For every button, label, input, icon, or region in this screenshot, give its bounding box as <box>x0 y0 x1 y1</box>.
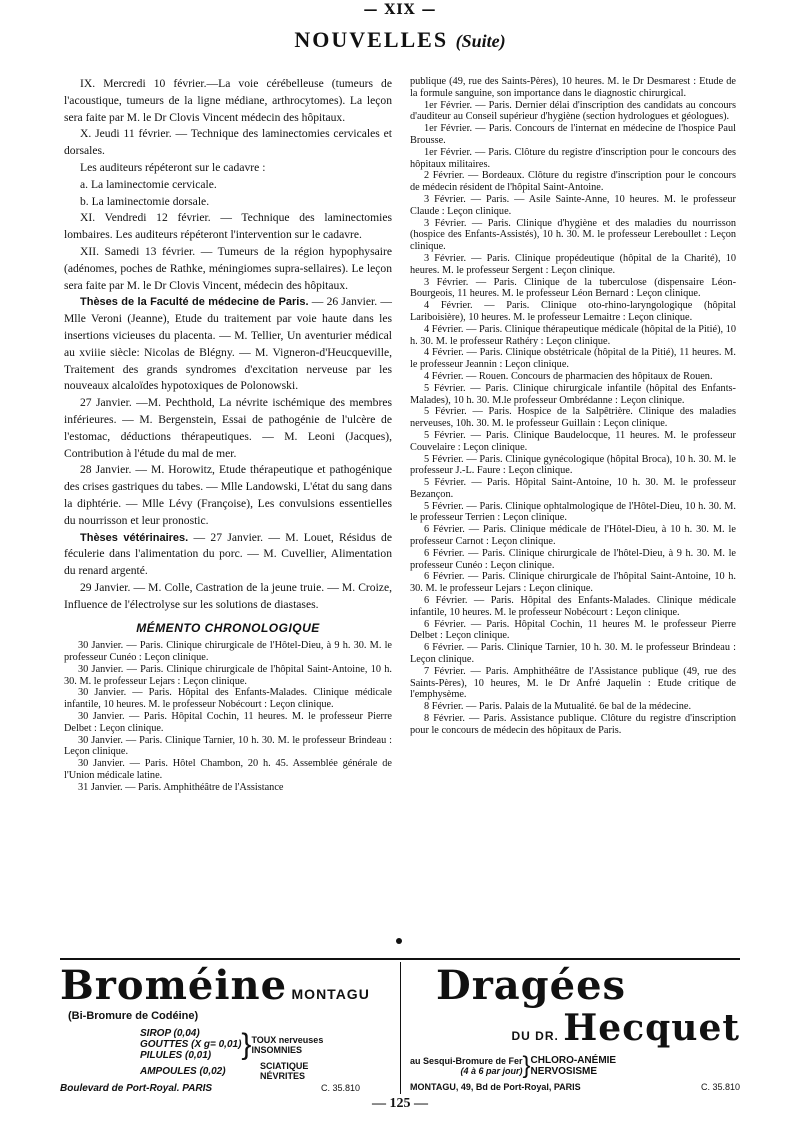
brace-icon: } <box>522 1052 531 1079</box>
ad-dragees-dose <box>410 1056 523 1076</box>
ad-bromeine-indications <box>251 1035 323 1055</box>
theses-medecine-heading: Thèses de la Faculté de médecine de Paris. <box>80 296 309 309</box>
page-number: — 125 — <box>372 1096 428 1111</box>
memento-item: 6 Février. — Paris. Clinique chirurgicale de l'hôtel-Dieu, à 9 h. 30. M. le professeur Cunéo : Leçon clinique. <box>410 547 736 571</box>
memento-list <box>64 640 392 793</box>
memento-item: 5 Février. — Paris. Clinique Baudelocque, 11 heures. M. le professeur Couvelaire : Leçon clinique. <box>410 429 736 453</box>
ad-dragees-line: (4 à 6 par jour) <box>460 1066 523 1076</box>
ad-dragees-reg: C. 35.810 <box>700 1082 740 1092</box>
theses-medecine-first <box>64 294 392 395</box>
ad-bromeine-ampoules-row <box>140 1061 395 1081</box>
memento-item: 30 Janvier. — Paris. Hôpital Cochin, 11 heures. M. le professeur Pierre Delbet : Leçon clinique. <box>64 711 392 734</box>
memento-item: 30 Janvier. — Paris. Clinique Tarnier, 10 h. 30. M. le professeur Brindeau : Leçon clinique. <box>64 734 392 758</box>
theses-veterinaires-heading: Thèses vétérinaires. <box>80 531 189 544</box>
memento-item: 8 Février. — Paris. Assistance publique. Clôture du registre d'inscription pour le concours de médecin des hôpitaux de Paris. <box>410 713 736 736</box>
memento-item: 1er Février. — Paris. Dernier délai d'inscription des candidats au concours d'auditeur au Conseil supérieur d'hygiène (section hydrologues et géologues). <box>410 99 736 123</box>
memento-item: 5 Février. — Paris. Clinique ophtalmologique de l'Hôtel-Dieu, 10 h. 30. M. le professeur Terrien : Leçon clinique. <box>410 500 736 524</box>
memento-item: 3 Février. — Paris. Clinique de la tuberculose (dispensaire Léon-Bourgeois, 11 heures. M. le professeur Léon Bernard : Leçon clinique. <box>410 276 736 300</box>
memento-item: 30 Janvier. — Paris. Clinique chirurgicale de l'Hôtel-Dieu, à 9 h. 30. M. le professeur Cunéo : Leçon clinique. <box>64 640 392 664</box>
ad-dragees-address: MONTAGU, 49, Bd de Port-Royal, PARIS <box>410 1082 581 1092</box>
memento-item: 3 Février. — Paris. — Asile Sainte-Anne, 10 heures. M. le professeur Claude : Leçon clinique. <box>410 193 736 217</box>
ad-dragees-details <box>410 1052 740 1080</box>
memento-title: MÉMENTO CHRONOLOGIQUE <box>136 620 320 635</box>
memento-item: 3 Février. — Paris. Clinique d'hygiène et des maladies du nourrisson (hospice des Enfants-Assistés), 10 h. 30. M. le professeur Lereboullet : Leçon clinique. <box>410 217 736 253</box>
ad-bromeine-indication: SCIATIQUE <box>260 1061 309 1071</box>
memento-item: 30 Janvier. — Paris. Hôtel Chambon, 20 h. 45. Assemblée générale de l'Union médicale latine. <box>64 758 392 782</box>
ad-dragees <box>410 964 740 1099</box>
memento-item: 1er Février. — Paris. Concours de l'internat en médecine de l'hospice Paul Brousse. <box>410 123 736 146</box>
memento-item: 4 Février. — Paris. Clinique oto-rhino-laryngologique (hôpital Lariboisière), 10 heures. M. le professeur Lemaitre : Leçon clinique. <box>410 300 736 323</box>
ad-bromeine-indication: INSOMNIES <box>251 1044 302 1055</box>
memento-item: 1er Février. — Paris. Clôture du registre d'inscription pour le concours des hôpitaux militaires. <box>410 146 736 170</box>
memento-item: 8 Février. — Paris. Palais de la Mutualité. 6e bal de la médecine. <box>424 701 692 713</box>
memento-item: 6 Février. — Paris. Clinique médicale de l'Hôtel-Dieu, à 10 h. 30. M. le professeur Carnot : Leçon clinique. <box>410 524 736 548</box>
memento-item: 5 Février. — Paris. Hôpital Saint-Antoine, 10 h. 30. M. le professeur Bezançon. <box>410 477 736 500</box>
memento-item: 2 Février. — Bordeaux. Clôture du registre d'inscription pour le concours de médecin résident de l'hôpital Saint-Antoine. <box>410 170 736 194</box>
memento-item: 5 Février. — Paris. Hospice de la Salpêtrière. Clinique des maladies nerveuses, 10h. 30. M. le professeur Guillain : Leçon clinique. <box>410 406 736 430</box>
ad-bromeine-brand-row <box>60 964 395 1008</box>
memento-item: 4 Février. — Paris. Clinique thérapeutique médicale (hôpital de la Pitié), 10 h. 30. M. le professeur Rathéry : Leçon clinique. <box>410 323 736 347</box>
memento-item: 6 Février. — Paris. Hôpital Cochin, 11 heures M. le professeur Pierre Delbet : Leçon clinique. <box>410 618 736 642</box>
course-item: b. La laminectomie dorsale. <box>80 194 210 208</box>
memento-item: 6 Février. — Paris. Hôpital des Enfants-Malades. Clinique médicale infantile, 10 heures. M. le professeur Nobécourt : Leçon clinique. <box>410 595 736 618</box>
course-item: XII. Samedi 13 février. — Tumeurs de la région hypophysaire (adénomes, poches de Rathke, méningiomes supra-sellaires). Le leçon sera faite par M. le Dr Clovis Vincent, médecin des hôpitaux. <box>64 244 392 292</box>
memento-item: 6 Février. — Paris. Clinique chirurgicale de l'hôpital Saint-Antoine, 10 h. 30. M. le professeur Lejars : Leçon clinique. <box>410 571 736 595</box>
ad-dragees-maker-row <box>410 1006 740 1050</box>
memento-item: 30 Janvier. — Paris. Hôpital des Enfants-Malades. Clinique médicale infantile, 10 heures. M. le professeur Nobécourt : Leçon clinique. <box>64 687 392 711</box>
course-item: IX. Mercredi 10 février.—La voie cérébelleuse (tumeurs de l'acoustique, tumeurs de la ligne médiane, arthrocytomes). La leçon sera faite par M. le Dr Clovis Vincent médecin des hôpitaux. <box>64 77 392 124</box>
memento-item: 30 Janvier. — Paris. Clinique chirurgicale de l'hôpital Saint-Antoine, 10 h. 30. M. le professeur Lejars : Leçon clinique. <box>64 663 392 687</box>
memento-item: 7 Février. — Paris. Amphithéâtre de l'Assistance publique (49, rue des Saints-Pères), 10 heures, M. le Dr Anfré Jaquelin : Etude critique de l'emphysème. <box>410 665 736 701</box>
ad-dragees-brand2: Hecquet <box>563 1007 740 1049</box>
ad-bromeine-form: PILULES (0,01) <box>140 1050 212 1061</box>
ad-bromeine-form: GOUTTES (X g= 0,01) <box>140 1039 242 1050</box>
theses-medecine-text: — 26 Janvier. — Mlle Veroni (Jeanne), Etude du traitement par voie haute dans les insertions vicieuses du placenta. — M. Tellier, Un aventurier médical au xviiie siècle: Nicolas de Blégny. — M. Vigneron-d'Heucqueville, Traitement des grands syndromes d'excitation nerveuse par les nouveaux alcaloïdes hypotoxiques de Polonowski. <box>64 295 392 393</box>
memento-item: 4 Février. — Paris. Clinique obstétricale (hôpital de la Pitié), 11 heures. M. le professeur Jeannin : Leçon clinique. <box>410 347 736 371</box>
ad-bromeine-indications-2 <box>260 1061 308 1081</box>
horizontal-rule <box>60 958 740 960</box>
ad-bromeine-form: SIROP (0,04) <box>140 1028 200 1039</box>
ad-dragees-indications <box>531 1055 617 1077</box>
ad-bromeine-brand: Broméine <box>60 962 288 1009</box>
ad-bromeine-maker: MONTAGU <box>291 986 370 1002</box>
ad-dragees-footer <box>410 1082 740 1092</box>
ad-divider <box>400 962 401 1094</box>
ad-bromeine-forms-block <box>140 1028 395 1061</box>
brace-icon: } <box>241 1027 252 1061</box>
page-roman-number: — XIX — <box>363 2 437 18</box>
memento-item: 5 Février. — Paris. Clinique gynécologique (hôpital Broca), 10 h. 30. M. le professeur J.-L. Faure : Leçon clinique. <box>410 453 736 477</box>
theses-veterinaires-first <box>64 530 392 580</box>
memento-item: 4 Février. — Rouen. Concours de pharmacien des hôpitaux de Rouen. <box>424 370 713 382</box>
bullet-dot <box>396 938 402 944</box>
ad-bromeine-ampoules: AMPOULES (0,02) <box>140 1065 226 1077</box>
section-title: NOUVELLES <box>294 27 449 52</box>
theses-medecine-item: 27 Janvier. —M. Pechthold, La névrite ischémique des membres inférieures. — M. Bergenstein, Essai de pathogénie de l'ulcère de l'estomac, déductions thérapeutiques. — M. Leoni (Jacques), Contribution à l'étude du mal de mer. <box>64 396 392 460</box>
section-title-suffix: (Suite) <box>455 31 506 51</box>
theses-medecine-item: 28 Janvier. — M. Horowitz, Etude thérapeutique et pathogénique des crises gastriques du tabes. — Mlle Landowski, L'état du sang dans la diphtérie. — Mlle Lévy (Françoise), Les convulsions essentielles du nourrisson et leur pronostic. <box>64 463 392 527</box>
course-item: Les auditeurs répéteront sur le cadavre : <box>80 160 266 174</box>
left-column <box>64 76 392 794</box>
theses-veterinaires-item: 29 Janvier. — M. Colle, Castration de la jeune truie. — M. Croize, Influence de l'électrolyse sur les solutions de diastases. <box>64 580 392 611</box>
ad-dragees-line: au Sesqui-Bromure de Fer <box>410 1056 523 1066</box>
ad-bromeine-footer <box>60 1083 360 1094</box>
memento-item: 6 Février. — Paris. Clinique Tarnier, 10 h. 30. M. le professeur Brindeau : Leçon clinique. <box>410 642 736 666</box>
course-item: a. La laminectomie cervicale. <box>80 177 217 191</box>
right-column <box>410 76 736 737</box>
memento-item: 5 Février. — Paris. Clinique chirurgicale infantile (hôpital des Enfants-Malades), 10 h. 30. M.le professeur Ombrédanne : Leçon clinique. <box>410 382 736 406</box>
theses-veterinaires-text: — 27 Janvier. — M. Louet, Résidus de féculerie dans l'alimentation du porc. — M. Cuvellier, Alimentation du renard argenté. <box>64 530 392 578</box>
ad-dragees-indication: NERVOSISME <box>530 1066 598 1077</box>
page-title <box>0 27 800 53</box>
ad-bromeine-indication: TOUX nerveuses <box>251 1034 324 1045</box>
ad-bromeine-subtitle: (Bi-Bromure de Codéine) <box>68 1010 199 1022</box>
ad-bromeine-reg: C. 35.810 <box>320 1083 360 1093</box>
memento-item: 31 Janvier. — Paris. Amphithéâtre de l'Assistance <box>78 781 284 793</box>
ad-dragees-indication: CHLORO-ANÉMIE <box>530 1055 617 1066</box>
ad-bromeine-forms <box>140 1028 241 1061</box>
ad-bromeine <box>60 964 395 1099</box>
course-item: XI. Vendredi 12 février. — Technique des laminectomies lombaires. Les auditeurs répéteront l'intervention sur le cadavre. <box>64 211 392 242</box>
ad-dragees-by: DU DR. <box>511 1029 559 1043</box>
ad-dragees-brand: Dragées <box>436 962 627 1009</box>
memento-item: 3 Février. — Paris. Clinique propédeutique (hôpital de la Charité), 10 heures. M. le professeur Sergent : Leçon clinique. <box>410 252 736 276</box>
memento-item-continued: publique (49, rue des Saints-Pères), 10 heures. M. le Dr Desmarest : Etude de la formule sanguine, son importance dans le diagnostic chirurgical. <box>410 76 736 99</box>
course-item: X. Jeudi 11 février. — Technique des laminectomies cervicales et dorsales. <box>64 127 392 158</box>
ad-bromeine-indication: NÉVRITES <box>260 1071 306 1081</box>
ad-bromeine-address: Boulevard de Port-Royal. PARIS <box>60 1083 213 1094</box>
